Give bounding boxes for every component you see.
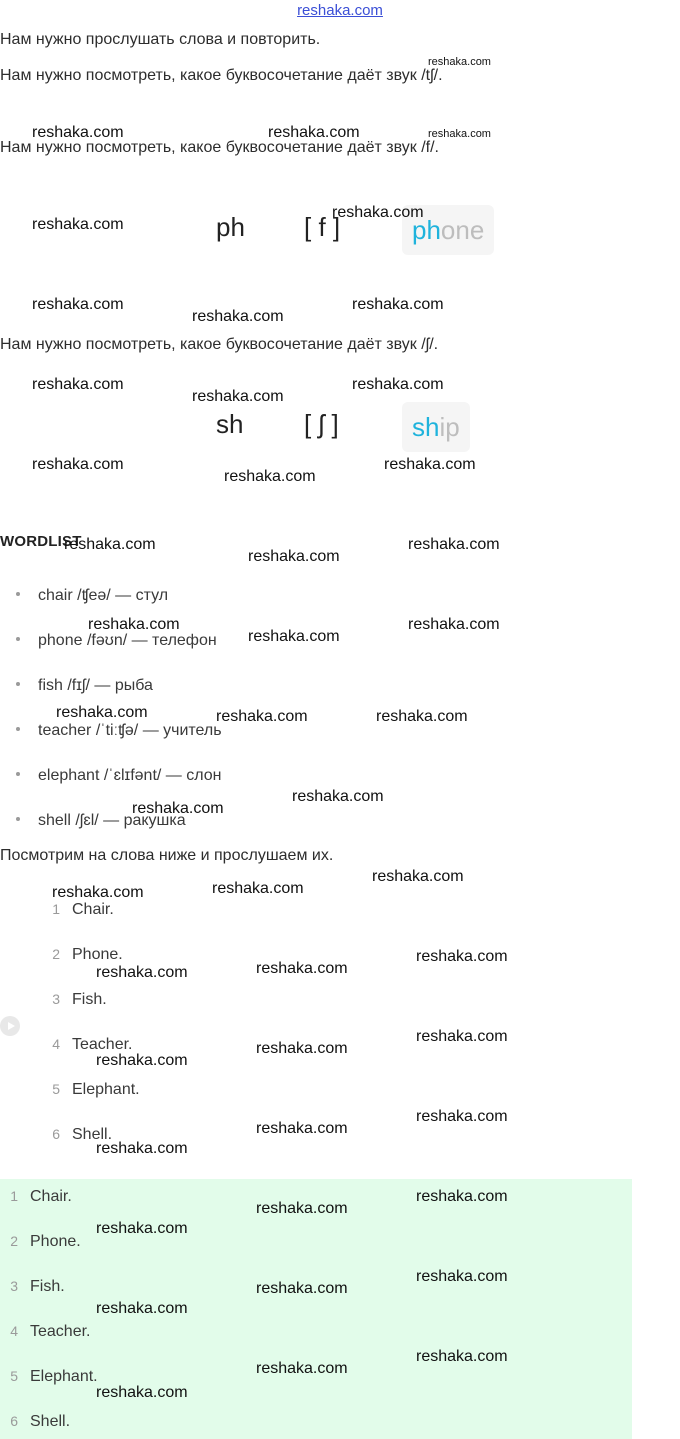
- watermark: reshaka.com: [416, 1268, 508, 1285]
- instruction-sound-sh: Нам нужно посмотреть, какое буквосочетание даёт звук /ʃ/.: [0, 336, 439, 353]
- watermark: reshaka.com: [132, 800, 224, 817]
- answer-box: [0, 1179, 632, 1439]
- watermark: reshaka.com: [256, 1200, 348, 1217]
- watermark: reshaka.com: [248, 548, 340, 565]
- watermark: reshaka.com: [416, 1188, 508, 1205]
- bullet-icon: [16, 727, 20, 731]
- watermark: reshaka.com: [416, 1348, 508, 1365]
- answer-item: 6 Shell.: [10, 1413, 71, 1430]
- list-item: 4 Teacher.: [52, 1036, 133, 1053]
- watermark: reshaka.com: [416, 948, 508, 965]
- watermark: reshaka.com: [376, 708, 468, 725]
- watermark: reshaka.com: [292, 788, 384, 805]
- watermark: reshaka.com: [372, 868, 464, 885]
- example-rest: one: [440, 215, 485, 245]
- list-item: 5 Elephant.: [52, 1081, 140, 1098]
- watermark: reshaka.com: [88, 616, 180, 633]
- list-item: 1 Chair.: [52, 901, 114, 918]
- list-item: 3 Fish.: [52, 991, 107, 1008]
- watermark: reshaka.com: [268, 124, 360, 141]
- watermark: reshaka.com: [248, 628, 340, 645]
- list-item: 6 Shell.: [52, 1126, 113, 1143]
- transcription-f: [ f ]: [304, 212, 341, 242]
- letter-combination-sh: sh: [216, 409, 244, 439]
- watermark: reshaka.com: [32, 456, 124, 473]
- watermark: reshaka.com: [56, 704, 148, 721]
- watermark: reshaka.com: [416, 1028, 508, 1045]
- watermark: reshaka.com: [32, 216, 124, 233]
- watermark: reshaka.com: [256, 960, 348, 977]
- watermark: reshaka.com: [256, 1360, 348, 1377]
- answer-item: 2 Phone.: [10, 1233, 81, 1250]
- wordlist-item: phone /fəʊn/ — телефон: [16, 632, 217, 650]
- answer-item: 4 Teacher.: [10, 1323, 91, 1340]
- bullet-icon: [16, 682, 20, 686]
- watermark: reshaka.com: [96, 1300, 188, 1317]
- instruction-sound-f: Нам нужно посмотреть, какое буквосочетание даёт звук /f/.: [0, 139, 439, 156]
- transcription-sh: [ ʃ ]: [304, 409, 339, 439]
- example-highlight: ph: [412, 215, 441, 245]
- list-item: 2 Phone.: [52, 946, 123, 963]
- instruction-sound-tsh: Нам нужно посмотреть, какое буквосочетание даёт звук /tʃ/.: [0, 67, 443, 84]
- watermark: reshaka.com: [52, 884, 144, 901]
- watermark: reshaka.com: [96, 1052, 188, 1069]
- site-link[interactable]: reshaka.com: [297, 2, 383, 19]
- watermark: reshaka.com: [384, 456, 476, 473]
- watermark: reshaka.com: [428, 128, 491, 140]
- bullet-icon: [16, 817, 20, 821]
- example-rest: ip: [439, 412, 460, 442]
- wordlist-title: WORDLIST: [0, 533, 82, 550]
- play-icon[interactable]: [0, 1016, 20, 1036]
- watermark: reshaka.com: [256, 1120, 348, 1137]
- example-highlight: sh: [412, 412, 440, 442]
- letter-combination-ph: ph: [216, 212, 245, 242]
- wordlist-item: shell /ʃɛl/ — ракушка: [16, 812, 186, 830]
- watermark: reshaka.com: [256, 1280, 348, 1297]
- bullet-icon: [16, 637, 20, 641]
- watermark: reshaka.com: [408, 616, 500, 633]
- watermark: reshaka.com: [216, 708, 308, 725]
- watermark: reshaka.com: [32, 124, 124, 141]
- watermark: reshaka.com: [96, 964, 188, 981]
- wordlist-item: teacher /ˈtiːʧə/ — учитель: [16, 722, 222, 740]
- watermark: reshaka.com: [332, 204, 424, 221]
- watermark: reshaka.com: [352, 376, 444, 393]
- watermark: reshaka.com: [224, 468, 316, 485]
- watermark: reshaka.com: [352, 296, 444, 313]
- watermark: reshaka.com: [256, 1040, 348, 1057]
- wordlist-item: fish /fɪʃ/ — рыба: [16, 677, 153, 695]
- watermark: reshaka.com: [32, 376, 124, 393]
- instruction-listen: Нам нужно прослушать слова и повторить.: [0, 31, 321, 48]
- watermark: reshaka.com: [64, 536, 156, 553]
- instruction-look-listen: Посмотрим на слова ниже и прослушаем их.: [0, 847, 334, 864]
- watermark: reshaka.com: [212, 880, 304, 897]
- watermark: reshaka.com: [96, 1220, 188, 1237]
- answer-item: 5 Elephant.: [10, 1368, 98, 1385]
- watermark: reshaka.com: [96, 1140, 188, 1157]
- answer-item: 3 Fish.: [10, 1278, 65, 1295]
- watermark: reshaka.com: [96, 1384, 188, 1401]
- watermark: reshaka.com: [408, 536, 500, 553]
- answer-item: 1 Chair.: [10, 1188, 72, 1205]
- wordlist-item: elephant /ˈɛlɪfənt/ — слон: [16, 767, 221, 785]
- watermark: reshaka.com: [416, 1108, 508, 1125]
- watermark: reshaka.com: [192, 308, 284, 325]
- bullet-icon: [16, 772, 20, 776]
- bullet-icon: [16, 592, 20, 596]
- watermark: reshaka.com: [192, 388, 284, 405]
- watermark: reshaka.com: [428, 56, 491, 68]
- wordlist-item: chair /ʧeə/ — стул: [16, 587, 168, 605]
- watermark: reshaka.com: [32, 296, 124, 313]
- example-word-ship: [402, 402, 470, 452]
